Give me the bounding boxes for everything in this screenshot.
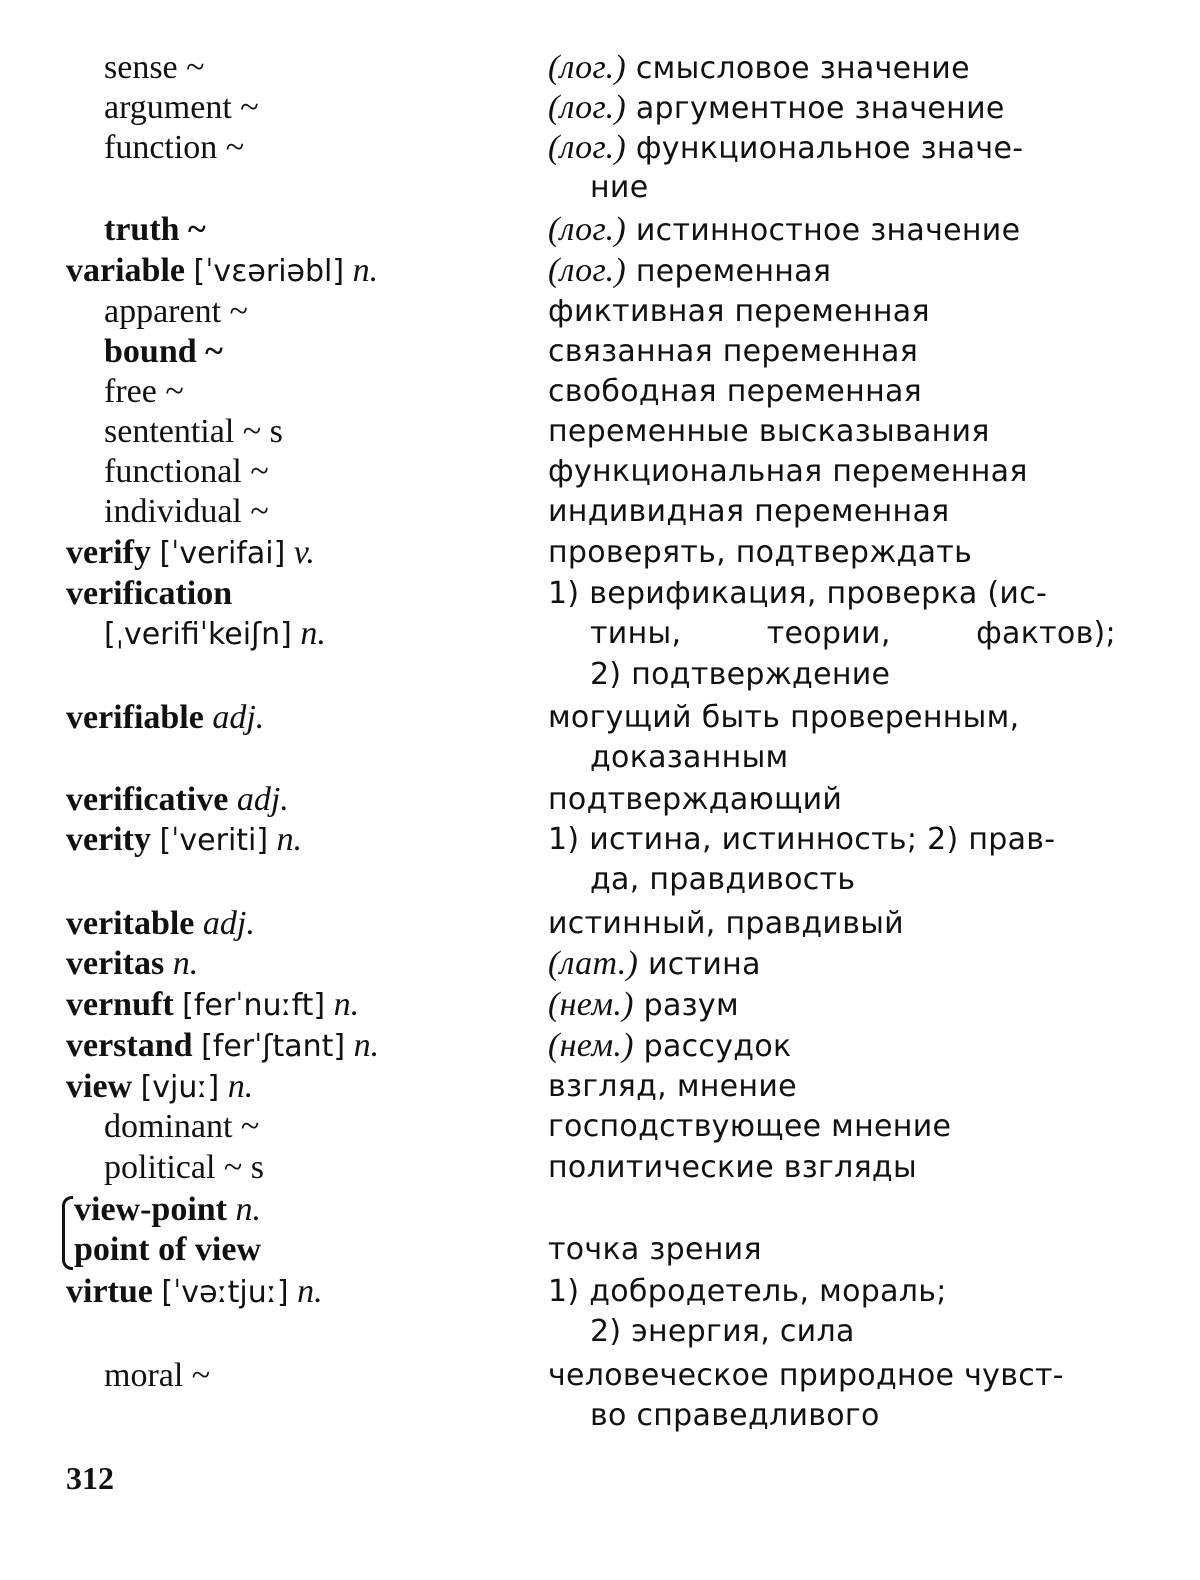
translation: точка зрения <box>548 1232 762 1267</box>
headword: veritas n. <box>66 945 199 982</box>
translation: (лат.) истина <box>548 945 761 982</box>
part-of-speech: n. <box>227 1068 254 1105</box>
entry-line <box>0 985 1200 1025</box>
subentry-term: argument ~ <box>104 89 259 126</box>
headword: verifiable adj. <box>66 699 265 736</box>
entry-line <box>0 372 1200 412</box>
field-label: (лог.) <box>548 252 627 289</box>
translation: господствующее мнение <box>548 1109 952 1144</box>
pronunciation: [ˌverifiˈkeiʃn] <box>104 617 292 652</box>
headword: point of view <box>74 1231 261 1268</box>
headword: verify [ˈverifai] v. <box>66 534 315 571</box>
translation: (лог.) смысловое значение <box>548 49 970 86</box>
translation: политические взгляды <box>548 1150 917 1185</box>
translation: (лог.) функциональное значе- <box>548 129 1024 166</box>
entry-line <box>0 820 1200 860</box>
subentry-term: free ~ <box>104 373 184 410</box>
entry-line <box>0 492 1200 532</box>
translation: свободная переменная <box>548 374 923 409</box>
entry-line <box>0 904 1200 944</box>
translation-continuation: ние <box>590 170 649 205</box>
pronunciation: [ˈveriti] <box>159 823 269 858</box>
translation: подтверждающий <box>548 782 843 817</box>
translation: (нем.) рассудок <box>548 1027 792 1064</box>
entry-line <box>0 88 1200 128</box>
translation: 1) истина, истинность; 2) прав- <box>548 822 1056 857</box>
headword: verity [ˈveriti] n. <box>66 821 303 858</box>
entry-line <box>0 738 1200 778</box>
subentry-term: bound ~ <box>104 333 223 370</box>
entry-line <box>0 452 1200 492</box>
translation: (лог.) переменная <box>548 252 832 289</box>
page-number: 312 <box>66 1460 114 1496</box>
entry-line <box>0 780 1200 820</box>
subentry-term: political ~ s <box>104 1149 265 1186</box>
part-of-speech: v. <box>293 534 315 571</box>
translation: фиктивная переменная <box>548 294 930 329</box>
field-label: (лог.) <box>548 89 627 126</box>
entry-line <box>0 1272 1200 1312</box>
translation: проверять, подтверждать <box>548 535 973 570</box>
headword-pronunciation <box>104 614 326 655</box>
entry-line <box>0 614 1200 654</box>
translation: функциональная переменная <box>548 454 1028 489</box>
part-of-speech: n. <box>235 1191 261 1228</box>
headword: verstand [ferˈʃtant] n. <box>66 1027 380 1064</box>
entry-line <box>0 210 1200 250</box>
entry-line <box>0 1148 1200 1188</box>
pronunciation: [ˈverifai] <box>159 536 286 571</box>
subentry-term: functional ~ <box>104 453 269 490</box>
entry-line <box>0 332 1200 372</box>
entry-line <box>0 1230 1200 1270</box>
translation: (лог.) аргументное значение <box>548 89 1005 126</box>
subentry-term: function ~ <box>104 129 245 166</box>
translation: человеческое природное чувст- <box>548 1358 1064 1393</box>
part-of-speech: n. <box>172 945 199 982</box>
pronunciation: [ferˈnuːft] <box>182 988 326 1023</box>
entry-line <box>0 860 1200 900</box>
field-label: (нем.) <box>548 986 634 1023</box>
translation-continuation: да, правдивость <box>590 862 856 897</box>
entry-line <box>0 1107 1200 1147</box>
headword: vernuft [ferˈnuːft] n. <box>66 986 360 1023</box>
field-label: (нем.) <box>548 1027 634 1064</box>
entry-line <box>0 1396 1200 1436</box>
headword: view [vjuː] n. <box>66 1068 254 1105</box>
entry-line <box>0 251 1200 291</box>
field-label: (лог.) <box>548 129 627 166</box>
entry-line <box>0 574 1200 614</box>
part-of-speech: n. <box>352 252 379 289</box>
translation: 1) верификация, проверка (ис- <box>548 576 1048 611</box>
headword: verificative adj. <box>66 781 289 818</box>
translation: истинный, правдивый <box>548 906 904 941</box>
subentry-term: sense ~ <box>104 49 205 86</box>
translation-continuation: тины, теории, фактов); <box>590 616 1116 651</box>
subentry-term: sentential ~ s <box>104 413 283 450</box>
translation: могущий быть проверенным, <box>548 700 1020 735</box>
part-of-speech: adj. <box>236 781 289 818</box>
field-label: (лог.) <box>548 49 627 86</box>
headword: verification <box>66 575 233 612</box>
headword: virtue [ˈvəːtjuː] n. <box>66 1273 323 1310</box>
field-label: (лог.) <box>548 211 627 248</box>
entry-line <box>0 292 1200 332</box>
part-of-speech: n. <box>276 821 303 858</box>
translation: (нем.) разум <box>548 986 739 1023</box>
headword: veritable adj. <box>66 905 255 942</box>
entry-line <box>0 533 1200 573</box>
entry-line <box>0 698 1200 738</box>
entry-line <box>0 1312 1200 1352</box>
entry-line <box>0 1026 1200 1066</box>
field-label: (лат.) <box>548 945 639 982</box>
translation: связанная переменная <box>548 334 919 369</box>
part-of-speech: n. <box>353 1027 380 1064</box>
subentry-term: truth ~ <box>104 211 206 248</box>
subentry-term: individual ~ <box>104 493 269 530</box>
part-of-speech: adj. <box>212 699 265 736</box>
translation: переменные высказывания <box>548 414 990 449</box>
part-of-speech: n. <box>333 986 360 1023</box>
entry-line <box>0 944 1200 984</box>
subentry-term: apparent ~ <box>104 293 248 330</box>
subentry-term: dominant ~ <box>104 1108 260 1145</box>
entry-line <box>0 168 1200 208</box>
part-of-speech: n. <box>300 615 326 652</box>
translation: индивидная переменная <box>548 494 950 529</box>
entry-line <box>0 48 1200 88</box>
entry-line <box>0 1067 1200 1107</box>
entry-line <box>0 1356 1200 1396</box>
translation-continuation: доказанным <box>590 740 789 775</box>
translation: 1) добродетель, мораль; <box>548 1274 947 1309</box>
translation-continuation: во справедливого <box>590 1398 880 1433</box>
entry-line <box>0 412 1200 452</box>
pronunciation: [ˈvəːtjuː] <box>161 1275 289 1310</box>
part-of-speech: adj. <box>202 905 255 942</box>
translation: (лог.) истинностное значение <box>548 211 1021 248</box>
pronunciation: [vjuː] <box>140 1070 220 1105</box>
pronunciation: [ˈvɛəriəbl] <box>193 254 345 289</box>
pronunciation: [ferˈʃtant] <box>201 1029 346 1064</box>
translation-continuation: 2) подтверждение <box>590 657 891 692</box>
part-of-speech: n. <box>297 1273 323 1310</box>
headword: variable [ˈvɛəriəbl] n. <box>66 252 379 289</box>
translation: взгляд, мнение <box>548 1069 797 1104</box>
entry-line <box>0 128 1200 168</box>
entry-line <box>0 655 1200 695</box>
headword: view-point n. <box>74 1191 261 1228</box>
entry-line <box>0 1190 1200 1230</box>
subentry-term: moral ~ <box>104 1357 211 1394</box>
translation-continuation: 2) энергия, сила <box>590 1314 855 1349</box>
